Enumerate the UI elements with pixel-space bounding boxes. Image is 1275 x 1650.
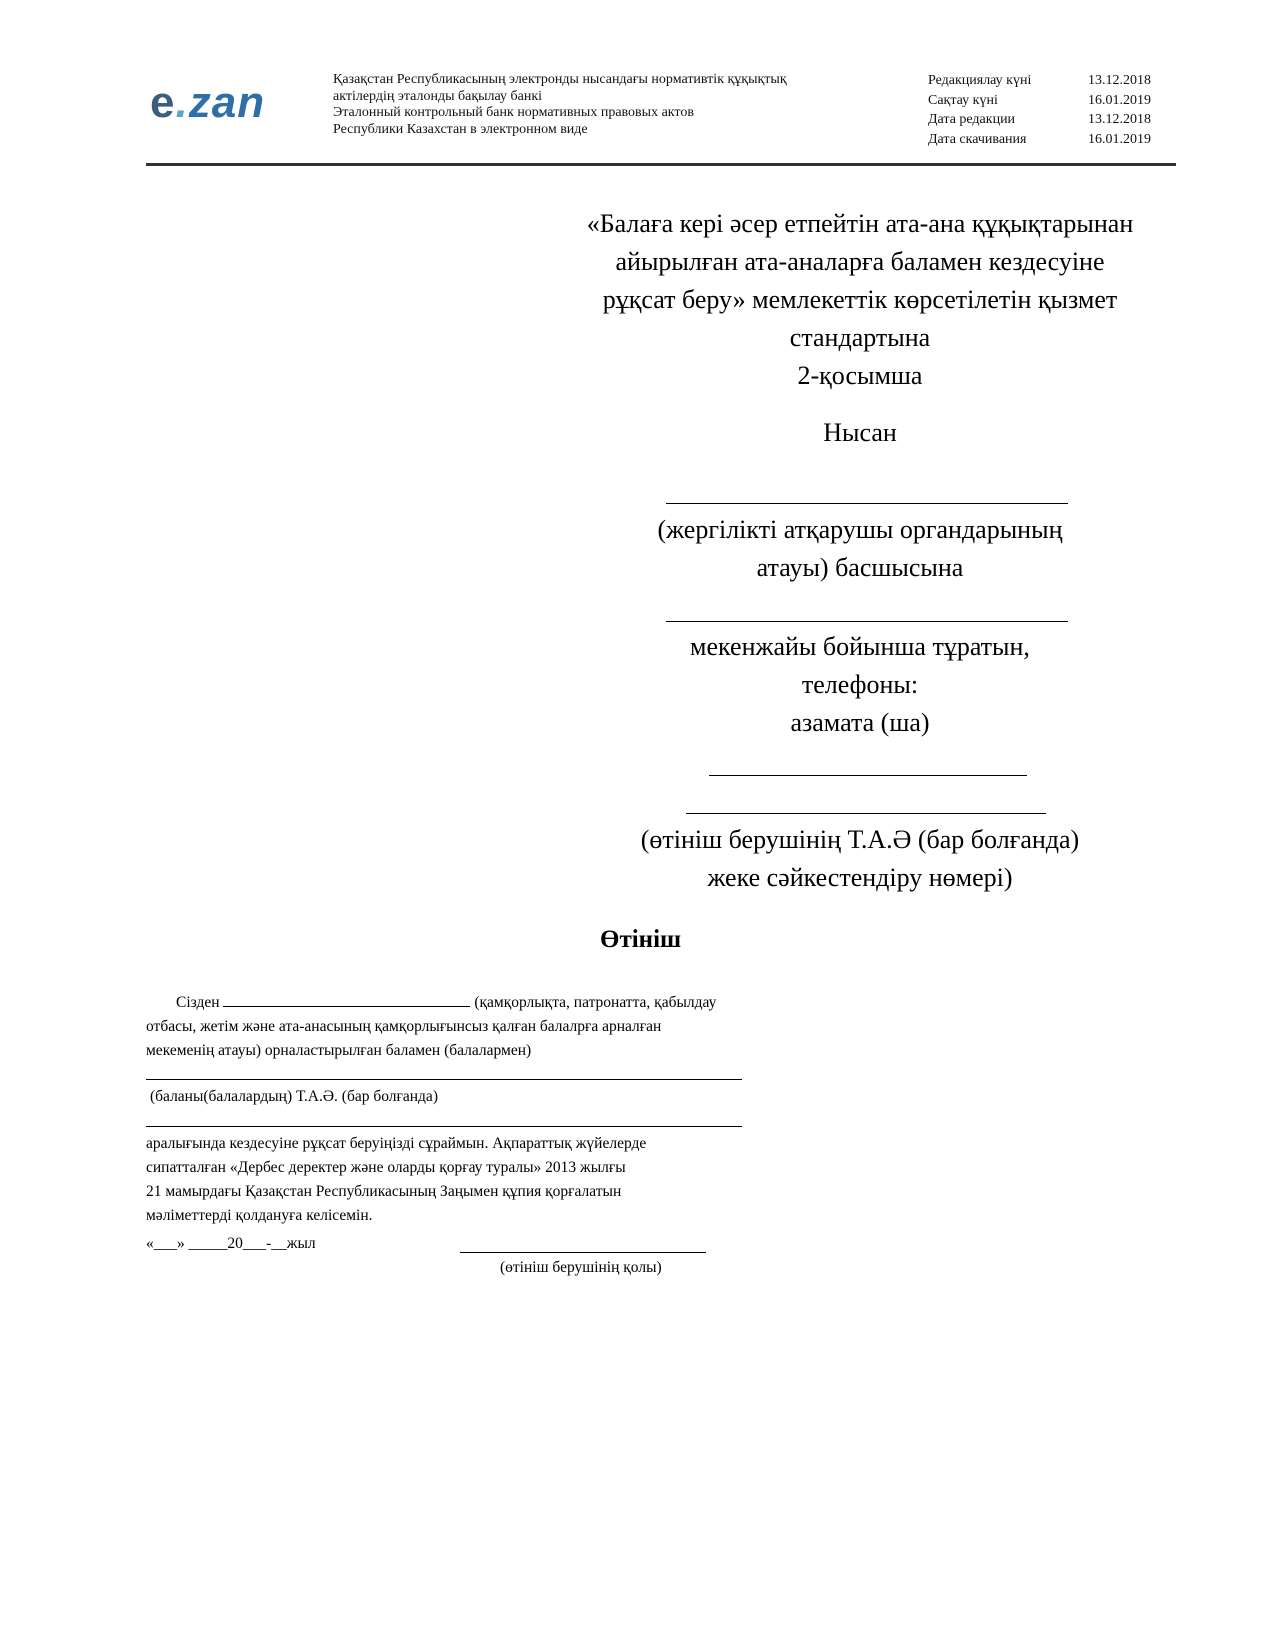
header-source-text	[333, 72, 787, 138]
meta-value: 13.12.2018	[1088, 112, 1151, 127]
meta-value: 16.01.2019	[1088, 92, 1151, 108]
application-paragraph-2	[146, 1132, 756, 1228]
paragraph-line: отбасы, жетім және ата-анасының қамқорлығынсыз қалған балалрға арналған	[146, 1018, 662, 1035]
header-divider	[146, 163, 1176, 166]
signature-caption: (өтініш берушінің қолы)	[500, 1259, 662, 1276]
signature-line	[460, 1252, 706, 1253]
header-meta	[928, 71, 1168, 149]
meta-label: Редакциялау күні	[928, 73, 1032, 88]
header-line: Республики Казахстан в электронном виде	[333, 121, 588, 137]
meta-row	[928, 130, 1168, 150]
form-label: Нысан	[823, 418, 897, 447]
date-line: «___» _____20___-__жыл	[146, 1235, 316, 1252]
org-caption-line: (жергілікті атқарушы органдарының	[657, 515, 1063, 544]
org-name-line	[666, 503, 1068, 504]
header-line: актілердің эталонды бақылау банкі	[333, 88, 543, 104]
paragraph-line: 21 мамырдағы Қазақстан Республикасының Заңымен құпия қорғалатын	[146, 1183, 622, 1200]
applicant-caption-line: жеке сәйкестендіру нөмері)	[707, 863, 1013, 892]
meta-row	[928, 71, 1168, 91]
applicant-line	[686, 813, 1046, 814]
application-title: Өтініш	[600, 926, 682, 953]
paragraph-line	[146, 990, 756, 1015]
annex-heading	[540, 205, 1180, 395]
annex-line: стандартына	[789, 323, 931, 352]
annex-line: 2-қосымша	[797, 361, 923, 390]
address-caption-line: азамата (ша)	[790, 708, 930, 737]
address-line	[666, 621, 1068, 622]
paragraph-text: (қамқорлықта, патронатта, қабылдау	[474, 994, 717, 1011]
paragraph-line: мекеменің атауы) орналастырылған баламен (балалармен)	[146, 1042, 532, 1059]
meta-label: Дата скачивания	[928, 131, 1027, 147]
org-caption	[540, 511, 1180, 587]
annex-line: «Балаға кері әсер етпейтін ата-ана құқықтарынан	[586, 209, 1134, 238]
meta-row	[928, 91, 1168, 111]
meta-label: Дата редакции	[928, 112, 1016, 127]
separator-line	[146, 1126, 742, 1127]
meta-value: 16.01.2019	[1088, 131, 1151, 147]
meta-row	[928, 110, 1168, 130]
from-label: Сізден	[176, 994, 220, 1011]
child-name-line	[146, 1079, 742, 1080]
paragraph-line: аралығында кездесуіне рұқсат беруіңізді сұраймын. Ақпараттық жүйелерде	[146, 1135, 647, 1152]
child-caption: (баланы(балалардың) Т.А.Ә. (бар болғанда)	[150, 1088, 438, 1105]
applicant-caption	[540, 821, 1180, 897]
header-line: Эталонный контрольный банк нормативных правовых актов	[333, 105, 694, 120]
paragraph-line: сипатталған «Дербес деректер және оларды қорғау туралы» 2013 жылғы	[146, 1159, 626, 1176]
meta-value: 13.12.2018	[1088, 73, 1151, 88]
application-paragraph-1	[146, 990, 756, 1063]
institution-blank	[223, 990, 470, 1007]
address-caption-line: телефоны:	[801, 670, 919, 699]
annex-line: айырылған ата-аналарға баламен кездесуіне	[615, 247, 1105, 276]
org-caption-line: атауы) басшысына	[756, 553, 964, 582]
address-caption-line: мекенжайы бойынша тұратын,	[690, 632, 1030, 661]
header-line: Қазақстан Республикасының электронды нысандағы нормативтік құқықтық	[333, 72, 787, 87]
ezan-logo: e.zan	[150, 78, 266, 127]
meta-label: Сақтау күні	[928, 92, 998, 108]
applicant-caption-line: (өтініш берушінің Т.А.Ә (бар болғанда)	[640, 825, 1080, 854]
citizen-name-line	[709, 775, 1027, 776]
paragraph-line: мәліметтерді қолдануға келісемін.	[146, 1207, 373, 1224]
address-caption	[540, 628, 1180, 742]
annex-line: рұқсат беру» мемлекеттік көрсетілетін қызмет	[602, 285, 1118, 314]
